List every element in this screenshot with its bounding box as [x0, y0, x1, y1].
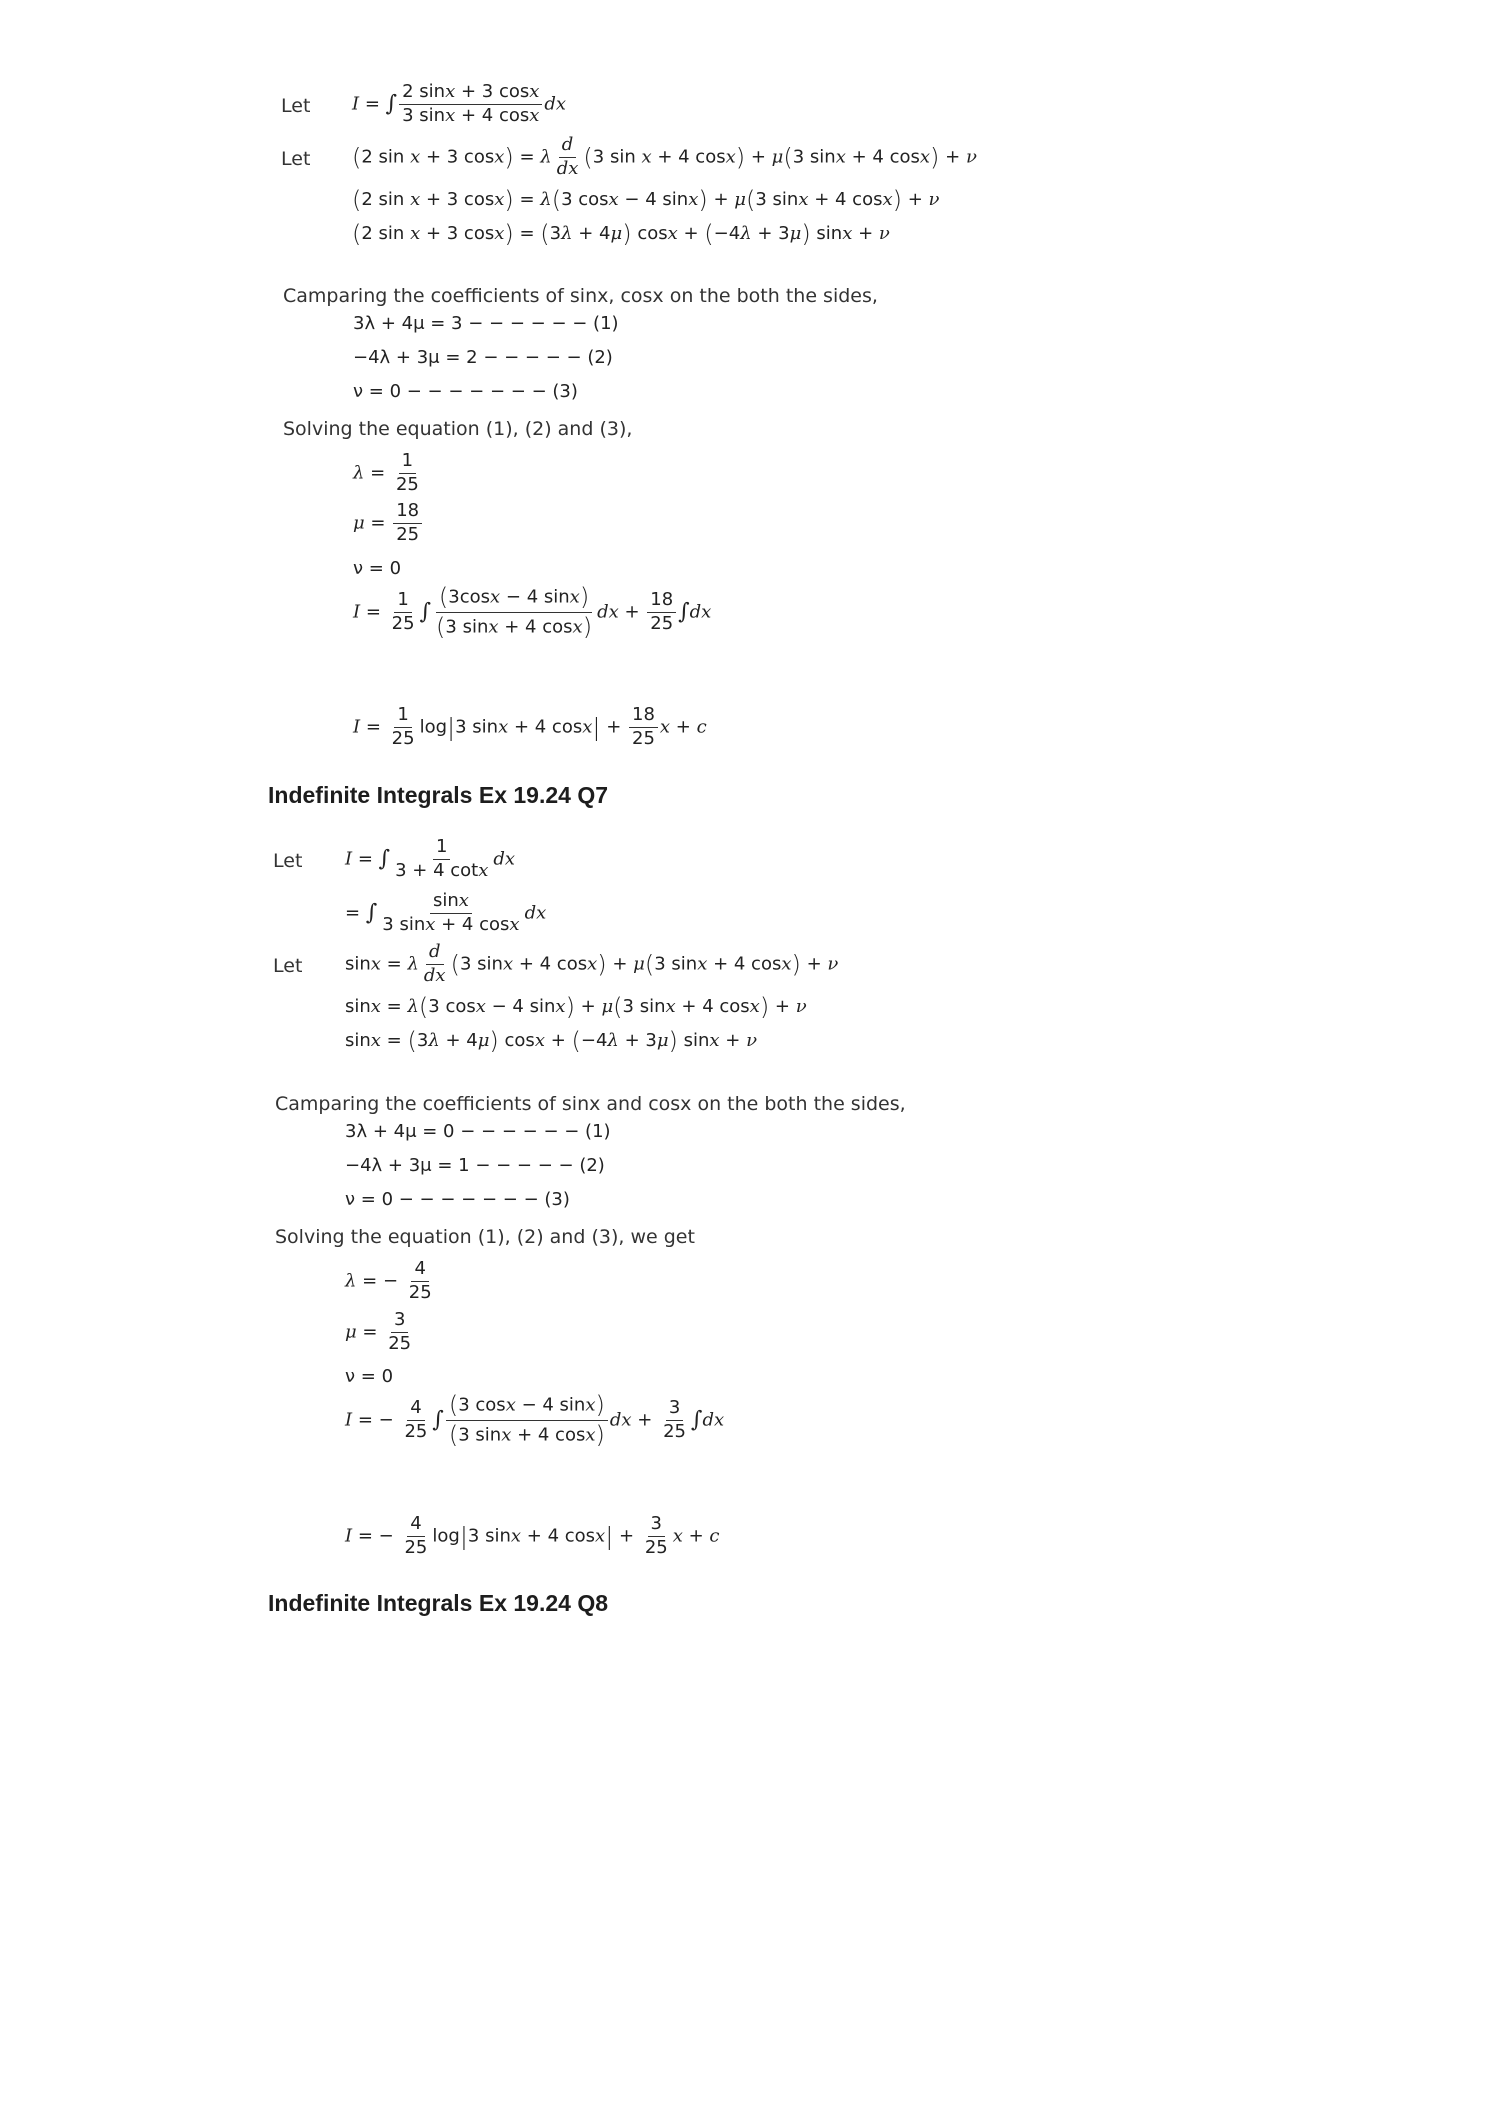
- solving-text: Solving the equation (1), (2) and (3),: [283, 418, 633, 440]
- mu-value: μ = $\frac{18}{25}$: [353, 502, 424, 545]
- nu-value: ν = 0: [353, 558, 402, 579]
- integral-definition: I = ∫ $\frac{1}{3 + 4 \cot x}$ dx: [345, 836, 516, 881]
- let-label: Let: [273, 955, 303, 977]
- integral-definition: I = ∫ $\frac{2 \sin x + 3 \cos x}{3 \sin x + 4 \cos x}$ dx: [352, 81, 567, 126]
- lambda-value: λ = − $\frac{4}{25}$: [345, 1258, 432, 1303]
- section-heading-q7: Indefinite Integrals Ex 19.24 Q7: [268, 782, 609, 808]
- equation-3: ν = 0 − − − − − − − (3): [353, 381, 578, 402]
- comparing-text: Camparing the coefficients of sinx and cosx on the both the sides,: [275, 1093, 906, 1115]
- let-label: Let: [281, 148, 311, 170]
- integral-split: I = − $\frac{4}{25}$ ∫ $\frac{(3 \cos x - 4 \sin x)}{(3 \sin x + 4 \cos x)}$ dx + $\frac{3}{25}$ ∫dx: [345, 1391, 725, 1450]
- let-label: Let: [273, 850, 303, 872]
- let-label: Let: [281, 95, 311, 117]
- equation-2: −4λ + 3μ = 1 − − − − − (2): [345, 1155, 605, 1176]
- decomposition-line-1: (2 sin x + 3 cosx) = λ $\frac{d}{dx}$ (3 sin x + 4 cosx) + μ(3 sinx + 4 cosx) + ν: [352, 134, 977, 179]
- lambda-value: λ = $\frac{1}{25}$: [353, 450, 419, 495]
- nu-value: ν = 0: [345, 1366, 394, 1387]
- equation-2: −4λ + 3μ = 2 − − − − − (2): [353, 347, 613, 368]
- section-heading-q8: Indefinite Integrals Ex 19.24 Q8: [268, 1590, 609, 1616]
- decomposition-line-2: (2 sin x + 3 cosx) = λ(3 cosx − 4 sinx) + μ(3 sinx + 4 cosx) + ν: [352, 186, 940, 214]
- final-result: I = − $\frac{4}{25}$ log|3 sinx + 4 cosx| + $\frac{3}{25}$ x + c: [345, 1513, 720, 1558]
- equation-3: ν = 0 − − − − − − − (3): [345, 1189, 570, 1210]
- integral-split: I = $\frac{1}{25}$ ∫ $\frac{(3\cos x - 4 \sin x)}{(3 \sin x + 4 \cos x)}$ dx + $\frac{18}{25}$ ∫dx: [353, 583, 712, 642]
- final-result: I = $\frac{1}{25}$ log|3 sinx + 4 cosx| + $\frac{18}{25}$ x + c: [353, 704, 707, 749]
- decomposition-line-3: sinx = (3λ + 4μ) cosx + (−4λ + 3μ) sinx + ν: [345, 1027, 758, 1055]
- solving-text: Solving the equation (1), (2) and (3), we get: [275, 1226, 695, 1248]
- decomposition-line-1: sinx = λ $\frac{d}{dx}$ (3 sinx + 4 cosx) + μ(3 sinx + 4 cosx) + ν: [345, 941, 839, 986]
- mu-value: μ = $\frac{3}{25}$: [345, 1309, 412, 1354]
- equation-1: 3λ + 4μ = 0 − − − − − − (1): [345, 1121, 611, 1142]
- decomposition-line-3: (2 sin x + 3 cosx) = (3λ + 4μ) cosx + (−4λ + 3μ) sinx + ν: [352, 220, 890, 248]
- equation-1: 3λ + 4μ = 3 − − − − − − (1): [353, 313, 619, 334]
- integral-definition-2: = ∫ $\frac{\sin x}{3 \sin x + 4 \cos x}$ dx: [345, 890, 547, 935]
- decomposition-line-2: sinx = λ(3 cosx − 4 sinx) + μ(3 sinx + 4 cosx) + ν: [345, 993, 807, 1021]
- comparing-text: Camparing the coefficients of sinx, cosx on the both the sides,: [283, 285, 878, 307]
